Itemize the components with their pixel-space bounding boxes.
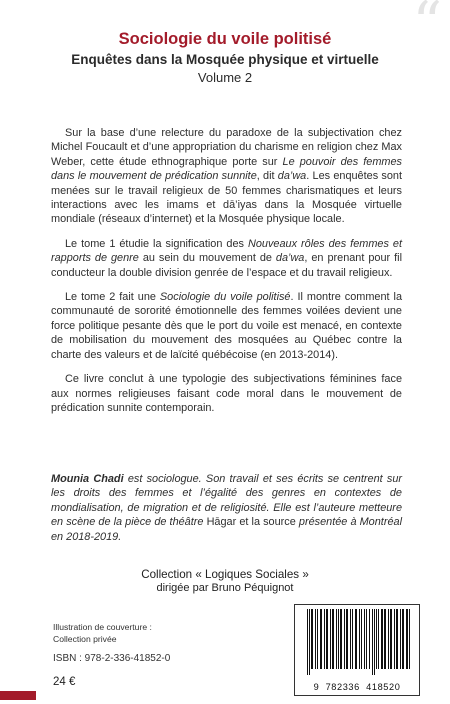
barcode-bar [315,609,316,669]
barcode-bar [402,609,404,669]
barcode-bar [372,609,373,675]
cover-credits [53,621,152,645]
barcode-bar [355,609,357,669]
barcode-bar [364,609,365,669]
book-subtitle: Enquêtes dans la Mosquée physique et virtuelle [71,52,379,67]
play-title: Hāgar [206,516,237,529]
bio-text-c: présentée à Montréal en 2018-2019 [51,516,402,543]
barcode-bar [361,609,362,669]
isbn-label: ISBN : 978-2-336-41852-0 [53,653,171,664]
bio-text-b: et la source [236,516,299,529]
p2-text-a: Le tome 1 étudie la signification des [65,237,248,250]
credits-line-2: Collection privée [53,634,117,644]
barcode-bar [384,609,386,669]
barcode-number [295,682,419,692]
barcode-bars [303,609,411,675]
barcode-bar [378,609,379,669]
price-label: 24 € [53,676,76,688]
barcode-bar [376,609,377,669]
p2-text-c: au sein du mouvement de [138,252,276,265]
barcode-bar [317,609,318,669]
barcode-bar [366,609,367,669]
barcode-bar [369,609,370,669]
barcode-bar [409,609,410,669]
p1-text-a: Sur la base d’une relecture du paradoxe de la subjectivation chez Michel Foucault et d’une appropriation du charisme en religion chez Max Weber, cette étude ethnographique porte sur [51,127,402,168]
p1-italic-dawa: da’wa [277,170,307,183]
p1-text-c: , dit [256,170,278,183]
barcode-lead-digit: 9 [313,682,320,692]
barcode-bar [352,609,353,669]
p2-italic-dawa: da’wa [275,252,305,265]
barcode-bar [350,609,351,669]
barcode-bar [340,609,342,669]
author-bio [51,472,402,544]
p2-italic-title: Nouveaux rôles des femmes et rapports de genre [51,237,402,265]
quote-mark-decoration: “ [412,0,436,57]
barcode-bar [338,609,339,669]
barcode [294,604,420,696]
summary-paragraph-4: Ce livre conclut à une typologie des subjectivations féminines face aux normes religieuses faisant code moral dans le mouvement de prédication sunnite contemporain. [51,373,402,414]
barcode-bar [359,609,360,669]
header [0,28,450,85]
barcode-bar [406,609,408,669]
barcode-bar [332,609,334,669]
collection-director: dirigée par Bruno Péquignot [156,582,294,594]
barcode-bar [324,609,325,669]
barcode-bar [326,609,328,669]
book-title: Sociologie du voile politisé [118,30,332,48]
barcode-bar [330,609,331,669]
summary-paragraph-2 [51,237,402,280]
barcode-bar [320,609,322,669]
p3-text-a: Le tome 2 fait une [65,291,160,304]
bio-text-d: . [118,530,122,543]
barcode-group-2: 418520 [366,682,401,692]
barcode-bar [396,609,398,669]
bio-text-a: est sociologue. Son travail et ses écrits se centrent sur les droits des femmes et l’égalité des genres en contextes de mondialisation, de migration et de religiosité. Elle est l’auteure metteure en scène de la pièce de théâtre [51,473,403,529]
collection-name: Collection « Logiques Sociales » [141,568,309,581]
summary-paragraph-1 [51,126,402,227]
credits-line-1: Illustration de couverture : [53,622,152,632]
p3-text-c: . Il montre comment la communauté de sororité émotionnelle des femmes voilées devient une force politique pesante dès que le port du voile est menacé, en contexte de mobilisation du mouvement des mosquées au Québec contre la charte des valeurs et de laïcité québécoise (en 2013-2014). [51,291,402,361]
barcode-bar [309,609,310,675]
barcode-bar [307,609,308,675]
barcode-bar [394,609,395,669]
barcode-bar [381,609,383,669]
barcode-bar [311,609,313,669]
barcode-bar [390,609,392,669]
barcode-bar [374,609,375,675]
p3-italic-title: Sociologie du voile politisé [159,291,291,304]
red-accent-bar [0,691,36,700]
collection-info [0,568,450,594]
barcode-bar [346,609,348,669]
barcode-group-1: 782336 [325,682,360,692]
p1-text-e: . Les enquêtes sont menées sur le travail religieux de 50 femmes charismatiques et leurs interactions avec les imams et dā’iyas dans la Mosquée virtuelle mondiale (réseaux d’internet) et la Mosquée physique locale. [51,170,402,226]
volume-label: Volume 2 [197,70,253,85]
barcode-bar [388,609,389,669]
barcode-bar [336,609,337,669]
barcode-bar [400,609,401,669]
author-name: Mounia Chadi [51,473,124,485]
p2-text-e: , en prenant pour fil conducteur la double division genrée de l’espace et du travail religieux. [51,252,402,279]
p1-italic-title: Le pouvoir des femmes dans le mouvement de prédication sunnite [51,155,402,183]
summary-text [51,126,402,425]
summary-paragraph-3 [51,290,402,362]
barcode-bar [344,609,345,669]
